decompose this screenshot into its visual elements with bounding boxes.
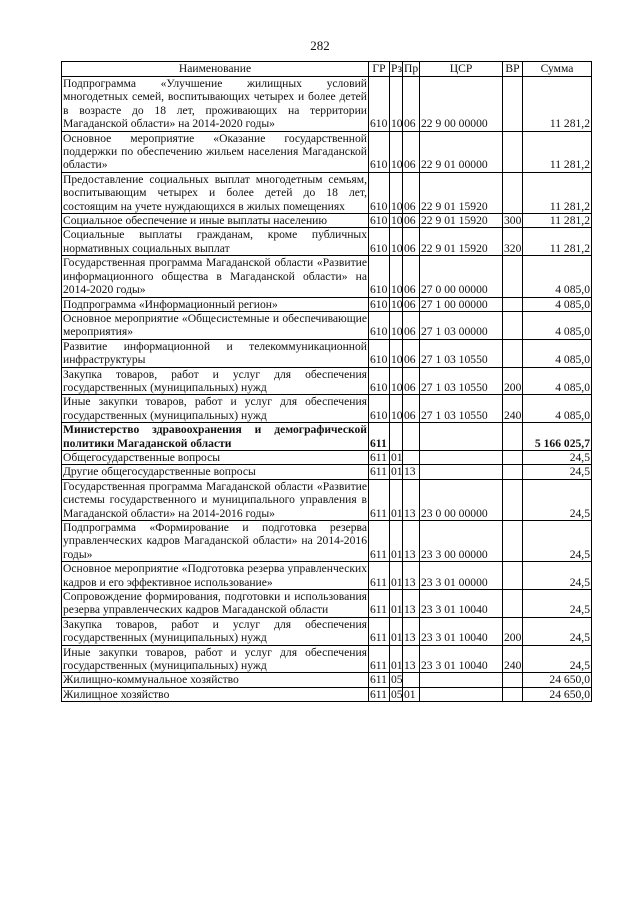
cell-sum: 24,5 (523, 465, 592, 479)
cell-name: Социальные выплаты гражданам, кроме публичных нормативных социальных выплат (63, 228, 367, 255)
table-row (62, 590, 592, 618)
table-row (62, 645, 592, 673)
cell-name: Подпрограмма «Информационный регион» (62, 297, 369, 311)
cell-csr (420, 673, 503, 687)
cell-vr (503, 673, 523, 687)
header-pr: Пр (404, 62, 419, 76)
cell-pr: 13 (403, 617, 420, 645)
cell-vr (503, 311, 523, 339)
cell-rz: 10 (390, 77, 403, 132)
table-row (62, 562, 592, 590)
cell-name: Развитие информационной и телекоммуникационной инфраструктуры (63, 339, 367, 367)
cell-gr: 611 (369, 645, 390, 673)
cell-sum: 11 281,2 (523, 131, 592, 172)
table-row (62, 465, 592, 479)
cell-vr (503, 297, 523, 311)
cell-vr (503, 77, 523, 132)
cell-pr: 06 (403, 172, 420, 213)
table-row (62, 256, 592, 297)
cell-vr (503, 450, 523, 464)
cell-pr: 06 (403, 367, 420, 395)
cell-gr: 611 (369, 450, 390, 464)
cell-pr: 06 (403, 214, 420, 228)
cell-gr: 611 (369, 590, 390, 618)
cell-gr: 610 (369, 214, 390, 228)
table-row (62, 673, 592, 687)
cell-name: Общегосударственные вопросы (62, 450, 369, 464)
cell-name: Государственная программа Магаданской области «Развитие информационного общества в Магаданской области» на 2014-2020 годы» (63, 256, 367, 297)
cell-csr: 22 9 01 15920 (420, 214, 503, 228)
cell-rz: 10 (391, 297, 403, 311)
cell-sum: 24,5 (523, 590, 592, 618)
table-row (62, 479, 592, 520)
cell-name: Предоставление социальных выплат многодетным семьям, воспитывающим четырех и более детей до 18 лет, состоящим на учете нуждающихся в жилых помещениях (63, 172, 367, 213)
cell-vr (503, 172, 523, 213)
cell-name: Иные закупки товаров, работ и услуг для обеспечения государственных (муниципальных) нужд (63, 645, 367, 673)
cell-gr: 611 (369, 479, 390, 520)
cell-sum: 24,5 (523, 617, 592, 645)
table-row (62, 450, 592, 464)
header-csr: ЦСР (420, 62, 503, 77)
cell-sum: 5 166 025,7 (523, 423, 592, 451)
cell-pr (403, 673, 420, 687)
cell-rz: 10 (390, 367, 403, 395)
page-number: 282 (310, 38, 330, 53)
cell-csr: 22 9 01 15920 (420, 228, 503, 256)
cell-sum: 24,5 (523, 450, 592, 464)
cell-gr: 611 (369, 521, 390, 562)
cell-pr: 06 (403, 131, 420, 172)
cell-vr (503, 590, 523, 618)
cell-pr: 13 (403, 562, 420, 590)
cell-gr: 610 (369, 131, 390, 172)
table-row (62, 311, 592, 339)
cell-name: Государственная программа Магаданской области «Развитие системы государственного и муниципального управления в Магаданской области» на 2014-2016 годы» (63, 479, 367, 520)
table-row (62, 617, 592, 645)
cell-name: Министерство здравоохранения и демографической политики Магаданской области (63, 423, 367, 450)
cell-csr: 22 9 01 00000 (420, 131, 503, 172)
cell-name: Жилищно-коммунальное хозяйство (62, 673, 369, 687)
cell-name: Жилищное хозяйство (62, 687, 369, 701)
cell-sum: 11 281,2 (523, 172, 592, 213)
table-row (62, 214, 592, 228)
cell-sum: 4 085,0 (523, 256, 592, 297)
cell-sum: 24 650,0 (523, 673, 592, 687)
header-sum: Сумма (523, 62, 592, 77)
cell-pr: 13 (403, 645, 420, 673)
header-rz: Рз (391, 62, 403, 76)
cell-sum: 4 085,0 (523, 367, 592, 395)
cell-rz: 10 (390, 339, 403, 367)
cell-vr (503, 256, 523, 297)
cell-csr (420, 450, 503, 464)
cell-rz: 01 (390, 590, 403, 618)
cell-csr: 22 9 01 15920 (420, 172, 503, 213)
cell-csr: 27 1 03 00000 (420, 311, 503, 339)
cell-csr: 23 3 01 10040 (420, 645, 503, 673)
cell-gr: 610 (369, 297, 390, 311)
cell-name: Основное мероприятие «Подготовка резерва управленческих кадров и его эффективное использование» (63, 562, 367, 589)
cell-csr: 27 1 00 00000 (420, 297, 503, 311)
cell-csr: 27 1 03 10550 (420, 395, 503, 423)
cell-name: Социальное обеспечение и иные выплаты населению (62, 214, 369, 228)
cell-csr: 23 0 00 00000 (420, 479, 503, 520)
cell-pr: 06 (403, 311, 420, 339)
cell-pr: 13 (403, 590, 420, 618)
cell-name: Иные закупки товаров, работ и услуг для обеспечения государственных (муниципальных) нужд (63, 395, 367, 422)
cell-gr: 611 (369, 687, 390, 701)
cell-name: Основное мероприятие «Оказание государственной поддержки по обеспечению жильем населения Магаданской области» (63, 131, 367, 172)
cell-gr: 611 (369, 562, 390, 590)
cell-pr: 06 (403, 256, 420, 297)
cell-sum: 4 085,0 (523, 339, 592, 367)
cell-sum: 11 281,2 (523, 77, 592, 132)
cell-vr: 240 (503, 645, 523, 673)
cell-pr: 06 (403, 77, 420, 132)
cell-pr (403, 450, 420, 464)
cell-gr: 610 (369, 256, 390, 297)
cell-rz: 05 (391, 687, 403, 701)
cell-name: Сопровождение формирования, подготовки и использования резерва управленческих кадров Магаданской области (63, 590, 367, 617)
cell-sum: 4 085,0 (523, 311, 592, 339)
budget-table (61, 61, 592, 702)
cell-vr (503, 479, 523, 520)
cell-vr (503, 131, 523, 172)
cell-vr (503, 339, 523, 367)
table-row (62, 131, 592, 172)
cell-sum: 24,5 (523, 562, 592, 590)
cell-sum: 24 650,0 (523, 687, 592, 701)
table-row (62, 423, 592, 451)
cell-vr (503, 465, 523, 479)
cell-gr: 610 (369, 339, 390, 367)
table-row (62, 367, 592, 395)
cell-gr: 610 (369, 172, 390, 213)
cell-csr: 27 1 03 10550 (420, 367, 503, 395)
cell-rz: 10 (390, 256, 403, 297)
cell-rz: 01 (390, 562, 403, 590)
cell-pr: 13 (403, 521, 420, 562)
table-row (62, 395, 592, 423)
cell-vr (503, 423, 523, 451)
cell-gr: 610 (369, 395, 390, 423)
cell-rz (390, 423, 403, 451)
cell-rz: 01 (391, 450, 403, 464)
cell-csr: 23 3 00 00000 (420, 521, 503, 562)
cell-csr: 27 0 00 00000 (420, 256, 503, 297)
cell-pr: 01 (403, 687, 420, 701)
cell-vr (503, 687, 523, 701)
cell-csr: 27 1 03 10550 (420, 339, 503, 367)
cell-csr: 23 3 01 10040 (420, 617, 503, 645)
cell-gr: 611 (369, 465, 390, 479)
cell-sum: 4 085,0 (523, 297, 592, 311)
cell-gr: 610 (369, 311, 390, 339)
cell-name: Основное мероприятие «Общесистемные и обеспечивающие мероприятия» (63, 311, 367, 339)
cell-vr: 320 (503, 228, 523, 256)
table-row (62, 228, 592, 256)
cell-name: Подпрограмма «Улучшение жилищных условий многодетных семей, воспитывающих четырех и более детей в возрасте до 18 лет, проживающих на территории Магаданской области» на 2014-2020 годы» (63, 77, 367, 131)
cell-sum: 11 281,2 (523, 214, 592, 228)
cell-csr (420, 423, 503, 451)
cell-gr: 610 (369, 228, 390, 256)
cell-rz: 01 (390, 645, 403, 673)
table-header-row (62, 62, 592, 77)
cell-sum: 24,5 (523, 479, 592, 520)
cell-pr: 06 (403, 339, 420, 367)
table-row (62, 77, 592, 132)
cell-vr: 200 (503, 367, 523, 395)
header-gr: ГР (369, 62, 390, 77)
cell-csr: 22 9 00 00000 (420, 77, 503, 132)
cell-gr: 611 (369, 617, 390, 645)
cell-pr (403, 423, 420, 451)
cell-sum: 11 281,2 (523, 228, 592, 256)
cell-rz: 10 (390, 395, 403, 423)
cell-pr: 06 (403, 395, 420, 423)
cell-rz: 01 (391, 465, 403, 479)
cell-pr: 06 (403, 297, 420, 311)
cell-sum: 24,5 (523, 645, 592, 673)
table-row (62, 339, 592, 367)
cell-gr: 610 (369, 77, 390, 132)
cell-rz: 05 (391, 673, 403, 687)
cell-rz: 01 (390, 617, 403, 645)
cell-vr: 240 (503, 395, 523, 423)
cell-pr: 13 (403, 479, 420, 520)
cell-rz: 10 (390, 228, 403, 256)
cell-rz: 10 (390, 131, 403, 172)
table-row (62, 172, 592, 213)
cell-gr: 611 (369, 673, 390, 687)
cell-csr (420, 687, 503, 701)
table-row (62, 297, 592, 311)
table-row (62, 687, 592, 701)
cell-rz: 10 (390, 311, 403, 339)
cell-vr (503, 562, 523, 590)
cell-sum: 4 085,0 (523, 395, 592, 423)
cell-rz: 01 (390, 479, 403, 520)
cell-pr: 13 (403, 465, 420, 479)
cell-gr: 610 (369, 367, 390, 395)
cell-vr: 200 (503, 617, 523, 645)
cell-rz: 10 (390, 172, 403, 213)
cell-name: Другие общегосударственные вопросы (62, 465, 369, 479)
header-name: Наименование (62, 62, 369, 77)
header-vr: ВР (503, 62, 523, 77)
cell-gr: 611 (369, 423, 390, 451)
cell-name: Подпрограмма «Формирование и подготовка резерва управленческих кадров Магаданской области» на 2014-2016 годы» (63, 521, 367, 561)
cell-rz: 01 (390, 521, 403, 562)
table-row (62, 521, 592, 562)
cell-vr: 300 (504, 214, 522, 228)
cell-csr: 23 3 01 00000 (420, 562, 503, 590)
cell-sum: 24,5 (523, 521, 592, 562)
cell-csr: 23 3 01 10040 (420, 590, 503, 618)
cell-name: Закупка товаров, работ и услуг для обеспечения государственных (муниципальных) нужд (63, 367, 367, 394)
cell-name: Закупка товаров, работ и услуг для обеспечения государственных (муниципальных) нужд (63, 617, 367, 645)
cell-vr (503, 521, 523, 562)
cell-pr: 06 (403, 228, 420, 256)
cell-csr (420, 465, 503, 479)
cell-rz: 10 (391, 214, 403, 228)
